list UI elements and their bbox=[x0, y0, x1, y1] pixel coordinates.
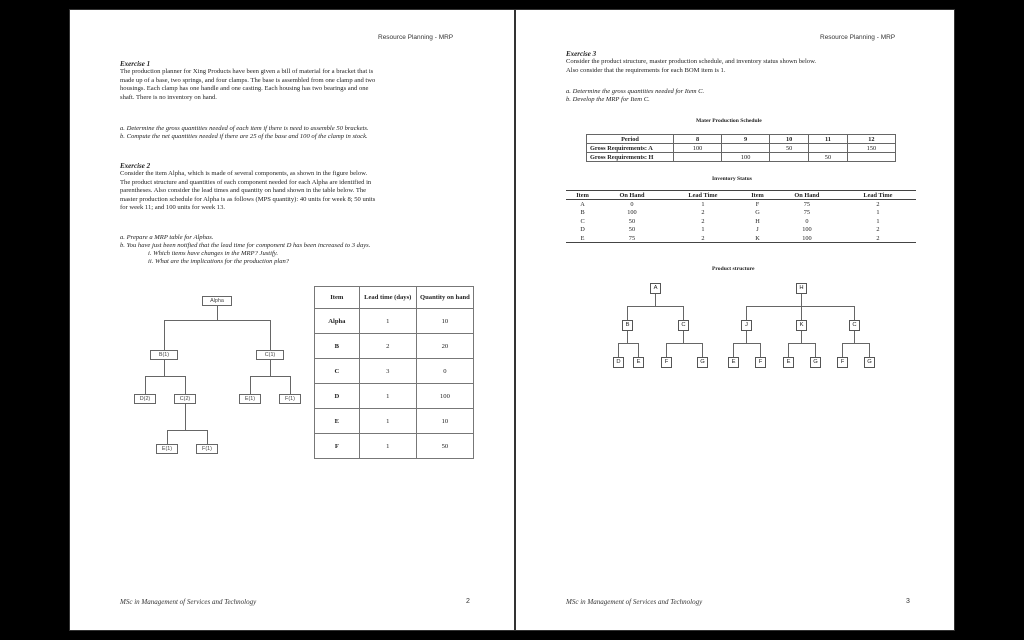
exercise-1-text: The production planner for Xing Products have been given a bill of material for a bracket that is made up of a base, two springs, and four clamps. The base is assembled from one clamp and two housings. Each clamp has one handle and one casting. Each housing has two bearings and one shaft. There is no inventory on hand. bbox=[120, 68, 376, 101]
node-e2: E bbox=[728, 357, 739, 368]
exercise-1-title: Exercise 1 bbox=[120, 60, 151, 68]
mps-caption: Mater Production Schedule bbox=[696, 118, 762, 124]
node-f3: F bbox=[837, 357, 848, 368]
exercise-2-title: Exercise 2 bbox=[120, 162, 151, 170]
table-row: C 50 2 H 0 1 bbox=[580, 217, 880, 225]
exercise-3-title: Exercise 3 bbox=[566, 50, 597, 58]
exercise-3-question-a: a. Determine the gross quantities needed for Item C. bbox=[566, 88, 705, 95]
exercise-2-question-b-i: i. Which items have changes in the MRP? Justify. bbox=[148, 250, 279, 257]
tree-node-f: F(1) bbox=[279, 394, 301, 404]
table-row: F 1 50 bbox=[315, 434, 474, 459]
exercise-2-question-a: a. Prepare a MRP table for Alphas. bbox=[120, 234, 214, 241]
document-page-left bbox=[70, 10, 514, 630]
table-row: Gross Requirements: A 100 50 150 bbox=[587, 144, 896, 153]
tree-node-alpha: Alpha bbox=[202, 296, 232, 306]
tree-node-c: C(1) bbox=[256, 350, 284, 360]
page-number: 3 bbox=[906, 598, 910, 605]
tree-node-d: D(2) bbox=[134, 394, 156, 404]
exercise-1-question-b: b. Compute the net quantities needed if there are 25 of the base and 100 of the clamp in stock. bbox=[120, 133, 368, 140]
inventory-caption: Inventory Status bbox=[712, 176, 752, 182]
node-j: J bbox=[741, 320, 752, 331]
tree-node-e: E(1) bbox=[239, 394, 261, 404]
document-page-right bbox=[516, 10, 954, 630]
tree-node-e2: E(1) bbox=[156, 444, 178, 454]
page-header: Resource Planning - MRP bbox=[820, 34, 896, 41]
inventory-status-table: Item On Hand Lead Time Item On Hand Lead Time A 0 1 F 75 2 B 100 2 G 75 1 C 50 2 H 0 1 D 50 1 J 100 2 E 75 2 K 100 2 bbox=[566, 190, 916, 243]
tree-node-c2: C(2) bbox=[174, 394, 196, 404]
page-header: Resource Planning - MRP bbox=[378, 34, 454, 41]
table-row: Gross Requirements: H 100 50 bbox=[587, 153, 896, 162]
table-row: A 0 1 F 75 2 bbox=[580, 201, 880, 209]
node-b: B bbox=[622, 320, 633, 331]
node-d: D bbox=[613, 357, 624, 368]
node-g2: G bbox=[810, 357, 821, 368]
node-a: A bbox=[650, 283, 661, 294]
node-h: H bbox=[796, 283, 807, 294]
lead-table-header: Item bbox=[315, 287, 360, 309]
exercise-2-question-b: b. You have just been notified that the lead time for component D has been increased to 3 days. bbox=[120, 242, 371, 249]
node-c: C bbox=[678, 320, 689, 331]
tree-node-f2: F(1) bbox=[196, 444, 218, 454]
exercise-3-question-b: b. Develop the MRP for Item C. bbox=[566, 96, 650, 103]
exercise-3-text: Consider the product structure, master production schedule, and inventory status shown below. Also consider that the requirements for each BOM item is 1. bbox=[566, 58, 817, 74]
node-g: G bbox=[697, 357, 708, 368]
node-k: K bbox=[796, 320, 807, 331]
page-number: 2 bbox=[466, 598, 470, 605]
node-e: E bbox=[633, 357, 644, 368]
exercise-2-question-b-ii: ii. What are the implications for the production plan? bbox=[148, 258, 290, 265]
lead-table-header: Quantity on hand bbox=[416, 287, 473, 309]
table-row: D 50 1 J 100 2 bbox=[580, 226, 880, 234]
exercise-2-text: Consider the item Alpha, which is made of several components, as shown in the figure below. The product structure and quantities of each component needed for each Alpha are identified in parentheses. Also consider the lead times and quantity on hand shown in the table below. The master production schedule for Alpha is as follows (MPS quantity): 40 units for week 8; 50 units for week 11; and 100 units for week 13. bbox=[120, 170, 376, 212]
table-row: E 1 10 bbox=[315, 409, 474, 434]
structure-caption: Product structure bbox=[712, 266, 755, 272]
table-row: E 75 2 K 100 2 bbox=[580, 234, 880, 242]
table-row: B 100 2 G 75 1 bbox=[580, 209, 880, 217]
exercise-1-question-a: a. Determine the gross quantities needed of each item if there is need to assemble 50 brackets. bbox=[120, 125, 369, 132]
node-f2: F bbox=[755, 357, 766, 368]
page-footer: MSc in Management of Services and Technology bbox=[566, 598, 703, 606]
table-row: B 2 20 bbox=[315, 334, 474, 359]
lead-time-table bbox=[314, 286, 474, 459]
table-row: Alpha 1 10 bbox=[315, 309, 474, 334]
node-e3: E bbox=[783, 357, 794, 368]
node-g3: G bbox=[864, 357, 875, 368]
lead-table-header: Lead time (days) bbox=[359, 287, 416, 309]
page-footer: MSc in Management of Services and Technology bbox=[120, 598, 257, 606]
master-production-schedule-table: Period 8 9 10 11 12 Gross Requirements: A 100 50 150 Gross Requirements: H 100 50 bbox=[586, 134, 896, 162]
table-row: C 3 0 bbox=[315, 359, 474, 384]
tree-node-b: B(1) bbox=[150, 350, 178, 360]
node-c2: C bbox=[849, 320, 860, 331]
table-row: D 1 100 bbox=[315, 384, 474, 409]
node-f: F bbox=[661, 357, 672, 368]
